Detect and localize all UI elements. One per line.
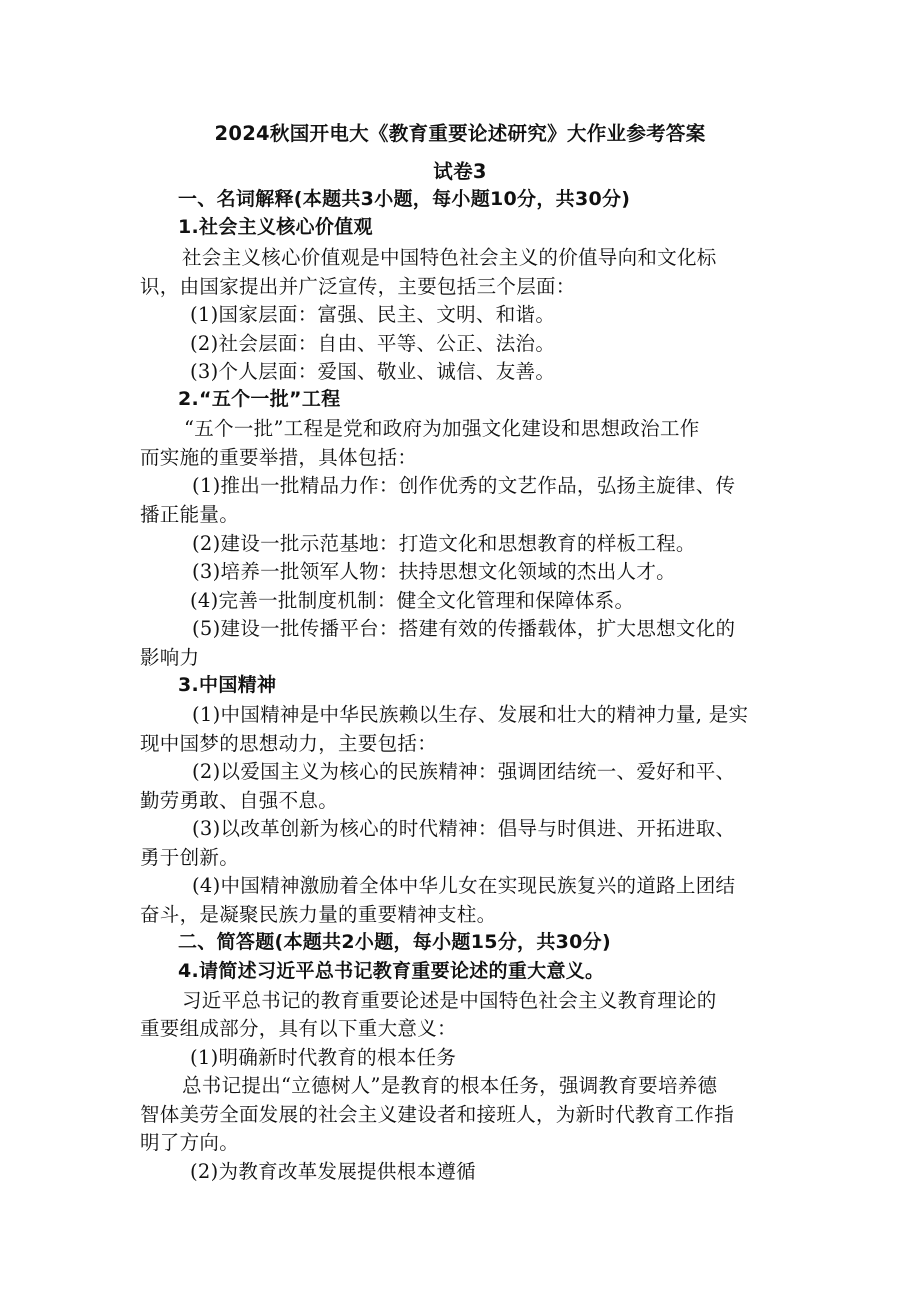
q4-line-1: 习近平总书记的教育重要论述是中国特色社会主义教育理论的 [182,989,717,1012]
q3-line-3: (2)以爱国主义为核心的民族精神：强调团结统一、爱好和平、 [192,760,736,783]
q3-heading: 3.中国精神 [178,674,277,696]
q4-heading: 4.请简述习近平总书记教育重要论述的重大意义。 [178,960,605,982]
q1-heading: 1.社会主义核心价值观 [178,216,373,238]
q3-line-1: (1)中国精神是中华民族赖以生存、发展和壮大的精神力量, 是实 [192,703,749,726]
q2-heading: 2.“五个一批”工程 [178,388,341,410]
section-1-heading: 一、名词解释(本题共3小题，每小题10分，共30分) [178,188,631,210]
q2-line-7: (4)完善一批制度机制：健全文化管理和保障体系。 [190,589,635,612]
q3-line-7: (4)中国精神激励着全体中华儿女在实现民族复兴的道路上团结 [192,874,736,897]
q1-line-4: (2)社会层面：自由、平等、公正、法治。 [190,332,556,355]
q3-line-4: 勤劳勇敢、自强不息。 [140,789,339,812]
q3-line-5: (3)以改革创新为核心的时代精神：倡导与时俱进、开拓进取、 [192,817,736,840]
q4-line-2: 重要组成部分，具有以下重大意义： [140,1017,457,1040]
document-title: 2024秋国开电大《教育重要论述研究》大作业参考答案 [214,122,706,145]
paper-number: 试卷3 [433,160,487,183]
q2-line-2: 而实施的重要举措，具体包括： [140,446,418,469]
q1-line-2: 识，由国家提出并广泛宣传，主要包括三个层面： [140,275,576,298]
q2-line-9: 影响力 [140,646,200,669]
section-2-heading: 二、简答题(本题共2小题，每小题15分，共30分) [178,931,611,953]
q2-line-3: (1)推出一批精品力作：创作优秀的文艺作品，弘扬主旋律、传 [192,474,736,497]
q2-line-4: 播正能量。 [140,503,240,526]
q2-line-5: (2)建设一批示范基地：打造文化和思想教育的样板工程。 [192,532,696,555]
q3-line-6: 勇于创新。 [140,846,240,869]
q2-line-8: (5)建设一批传播平台：搭建有效的传播载体，扩大思想文化的 [192,617,736,640]
q4-line-5: 智体美劳全面发展的社会主义建设者和接班人，为新时代教育工作指 [140,1103,735,1126]
q4-line-4: 总书记提出“立德树人”是教育的根本任务，强调教育要培养德 [182,1074,718,1097]
q3-line-8: 奋斗，是凝聚民族力量的重要精神支柱。 [140,903,497,926]
q4-line-7: (2)为教育改革发展提供根本遵循 [190,1160,476,1183]
q4-line-3: (1)明确新时代教育的根本任务 [190,1046,457,1069]
q4-line-6: 明了方向。 [140,1131,240,1154]
q2-line-6: (3)培养一批领军人物：扶持思想文化领域的杰出人才。 [192,560,676,583]
q1-line-5: (3)个人层面：爱国、敬业、诚信、友善。 [190,360,556,383]
q1-line-3: (1)国家层面：富强、民主、文明、和谐。 [190,303,556,326]
q3-line-2: 现中国梦的思想动力，主要包括： [140,732,438,755]
q1-line-1: 社会主义核心价值观是中国特色社会主义的价值导向和文化标 [182,246,717,269]
q2-line-1: “五个一批”工程是党和政府为加强文化建设和思想政治工作 [184,417,700,440]
